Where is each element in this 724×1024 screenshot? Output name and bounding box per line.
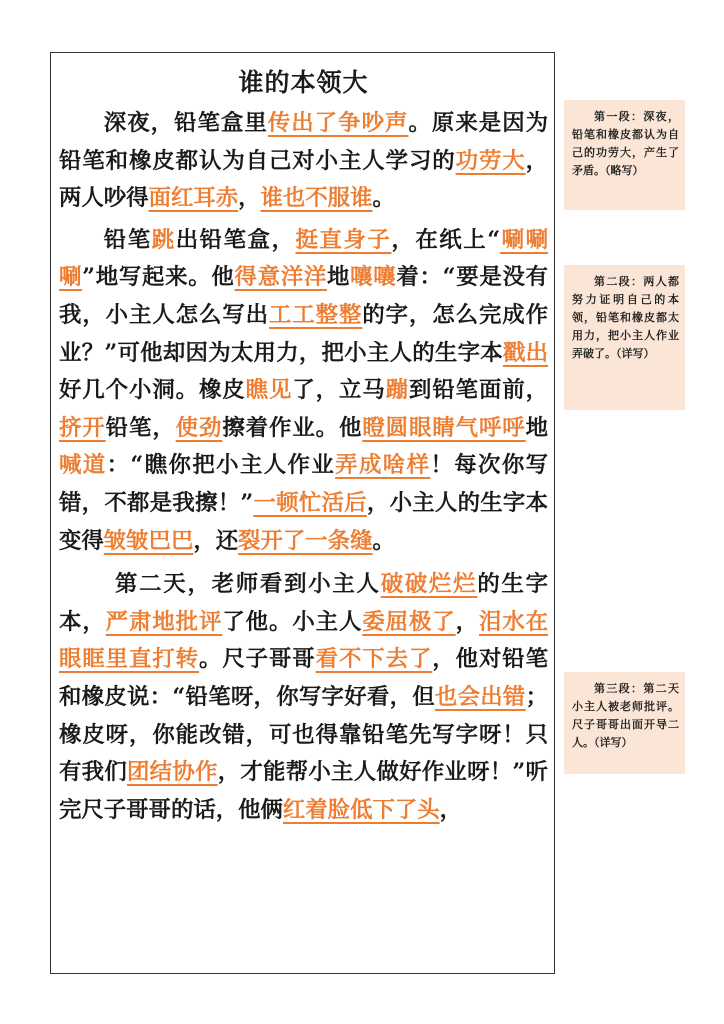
highlighted-phrase: 谁也不服谁: [260, 185, 373, 212]
text-segment: 了他。小主人: [222, 608, 363, 635]
text-segment: 。原来是因为铅笔和橡皮都认为自己对小主人学习的: [59, 110, 549, 174]
text-segment: 深夜，铅笔盒里: [103, 110, 268, 136]
highlighted-phrase: 挺直身子: [295, 226, 392, 253]
highlighted-phrase: 弄成啥样: [335, 452, 431, 479]
text-segment: ，在纸上“: [391, 226, 501, 253]
highlighted-phrase: 戳出: [502, 339, 548, 366]
paragraph-3: [59, 566, 548, 829]
highlighted-phrase: 皱皱巴巴: [103, 527, 194, 554]
text-segment: 着：“要是没有我，小主人怎么写出: [59, 264, 548, 328]
text-segment: 擦着作业。他: [222, 414, 363, 441]
paragraph-1: [59, 105, 548, 218]
highlighted-phrase: 面红耳赤: [148, 185, 239, 212]
paragraph-2: [59, 222, 548, 560]
text-segment: ：“瞧你把小主人作业: [106, 452, 336, 479]
text-segment: 地: [525, 414, 549, 441]
annotation-note-2: 第二段：两人都努力证明自己的本领，铅笔和橡皮都太用力，把小主人作业弄破了。（详写）: [564, 265, 685, 410]
highlighted-phrase: 传出了争吵声: [267, 110, 409, 136]
text-segment: 了，立马: [292, 377, 386, 404]
text-segment: 第二天，老师看到小主人: [115, 571, 381, 598]
highlighted-phrase: 委屈极了: [362, 608, 456, 635]
annotation-note-3: 第三段：第二天小主人被老师批评。尺子哥哥出面开导二人。（详写）: [564, 672, 685, 774]
text-segment: ，: [439, 796, 463, 823]
text-segment: 。: [372, 185, 395, 212]
text-segment: ，小主人的生字本变得: [59, 489, 548, 554]
highlighted-word: 跳: [151, 226, 176, 253]
essay-title: 谁的本领大: [238, 68, 369, 97]
highlighted-phrase: 泪水在眼眶里直打转: [59, 608, 549, 673]
highlighted-phrase: 使劲: [175, 414, 223, 441]
highlighted-phrase: 得意洋洋: [234, 264, 327, 291]
text-segment: 铅笔: [103, 226, 152, 253]
text-segment: 。: [372, 527, 395, 554]
text-segment: 好几个小洞。橡皮: [59, 377, 246, 404]
text-segment: ，他对铅笔和橡皮说：“铅笔呀，你写字好看，但: [59, 646, 549, 710]
essay-frame: [50, 52, 555, 974]
text-segment: 铅笔，: [105, 414, 176, 441]
text-segment: 出铅笔盒，: [175, 226, 296, 253]
highlighted-phrase: 团结协作: [127, 759, 218, 786]
highlighted-phrase: 破破烂烂: [380, 571, 478, 598]
highlighted-phrase: 看不下去了: [315, 646, 433, 673]
highlighted-word: 嚷嚷: [350, 264, 397, 291]
text-segment: 地: [326, 264, 351, 291]
highlighted-phrase: 瞪圆眼睛气呼呼: [362, 414, 526, 441]
text-segment: ；橡皮呀，你能改错，可也得靠铅笔先写字呀！只有我们: [59, 683, 548, 786]
highlighted-word: 瞧见: [245, 377, 293, 404]
text-segment: ，: [455, 608, 479, 635]
highlighted-phrase: 也会出错: [434, 683, 526, 710]
highlighted-phrase: 一顿忙活后: [253, 489, 367, 516]
text-segment: 的生字本，: [59, 571, 549, 635]
highlighted-phrase: 红着脸低下了头: [282, 796, 440, 823]
highlighted-word: 喊道: [59, 452, 107, 479]
highlighted-phrase: 挤开: [59, 414, 106, 441]
highlighted-word: 蹦: [385, 377, 409, 404]
text-segment: ，两人吵得: [59, 147, 549, 212]
highlighted-phrase: 严肃地批评: [105, 608, 223, 635]
highlighted-phrase: 裂开了一条缝: [238, 527, 373, 554]
annotation-note-1: 第一段：深夜，铅笔和橡皮都认为自己的功劳大，产生了矛盾。（略写）: [564, 100, 685, 210]
text-segment: 到铅笔面前，: [409, 377, 549, 404]
highlighted-phrase: 唰唰唰: [59, 226, 549, 291]
text-segment: ”地写起来。他: [82, 264, 235, 291]
text-segment: ，才能帮小主人做好作业呀！”听完尺子哥哥的话，他俩: [59, 759, 548, 823]
text-segment: ！每次你写错，不都是我擦！”: [59, 452, 549, 516]
text-segment: ，还: [193, 527, 239, 554]
text-segment: 。尺子哥哥: [198, 646, 316, 673]
text-segment: ，: [238, 185, 261, 212]
highlighted-phrase: 功劳大: [455, 147, 526, 174]
highlighted-phrase: 工工整整: [268, 301, 363, 328]
text-segment: 的字，怎么完成作业？”可他却因为太用力，把小主人的生字本: [59, 301, 549, 366]
